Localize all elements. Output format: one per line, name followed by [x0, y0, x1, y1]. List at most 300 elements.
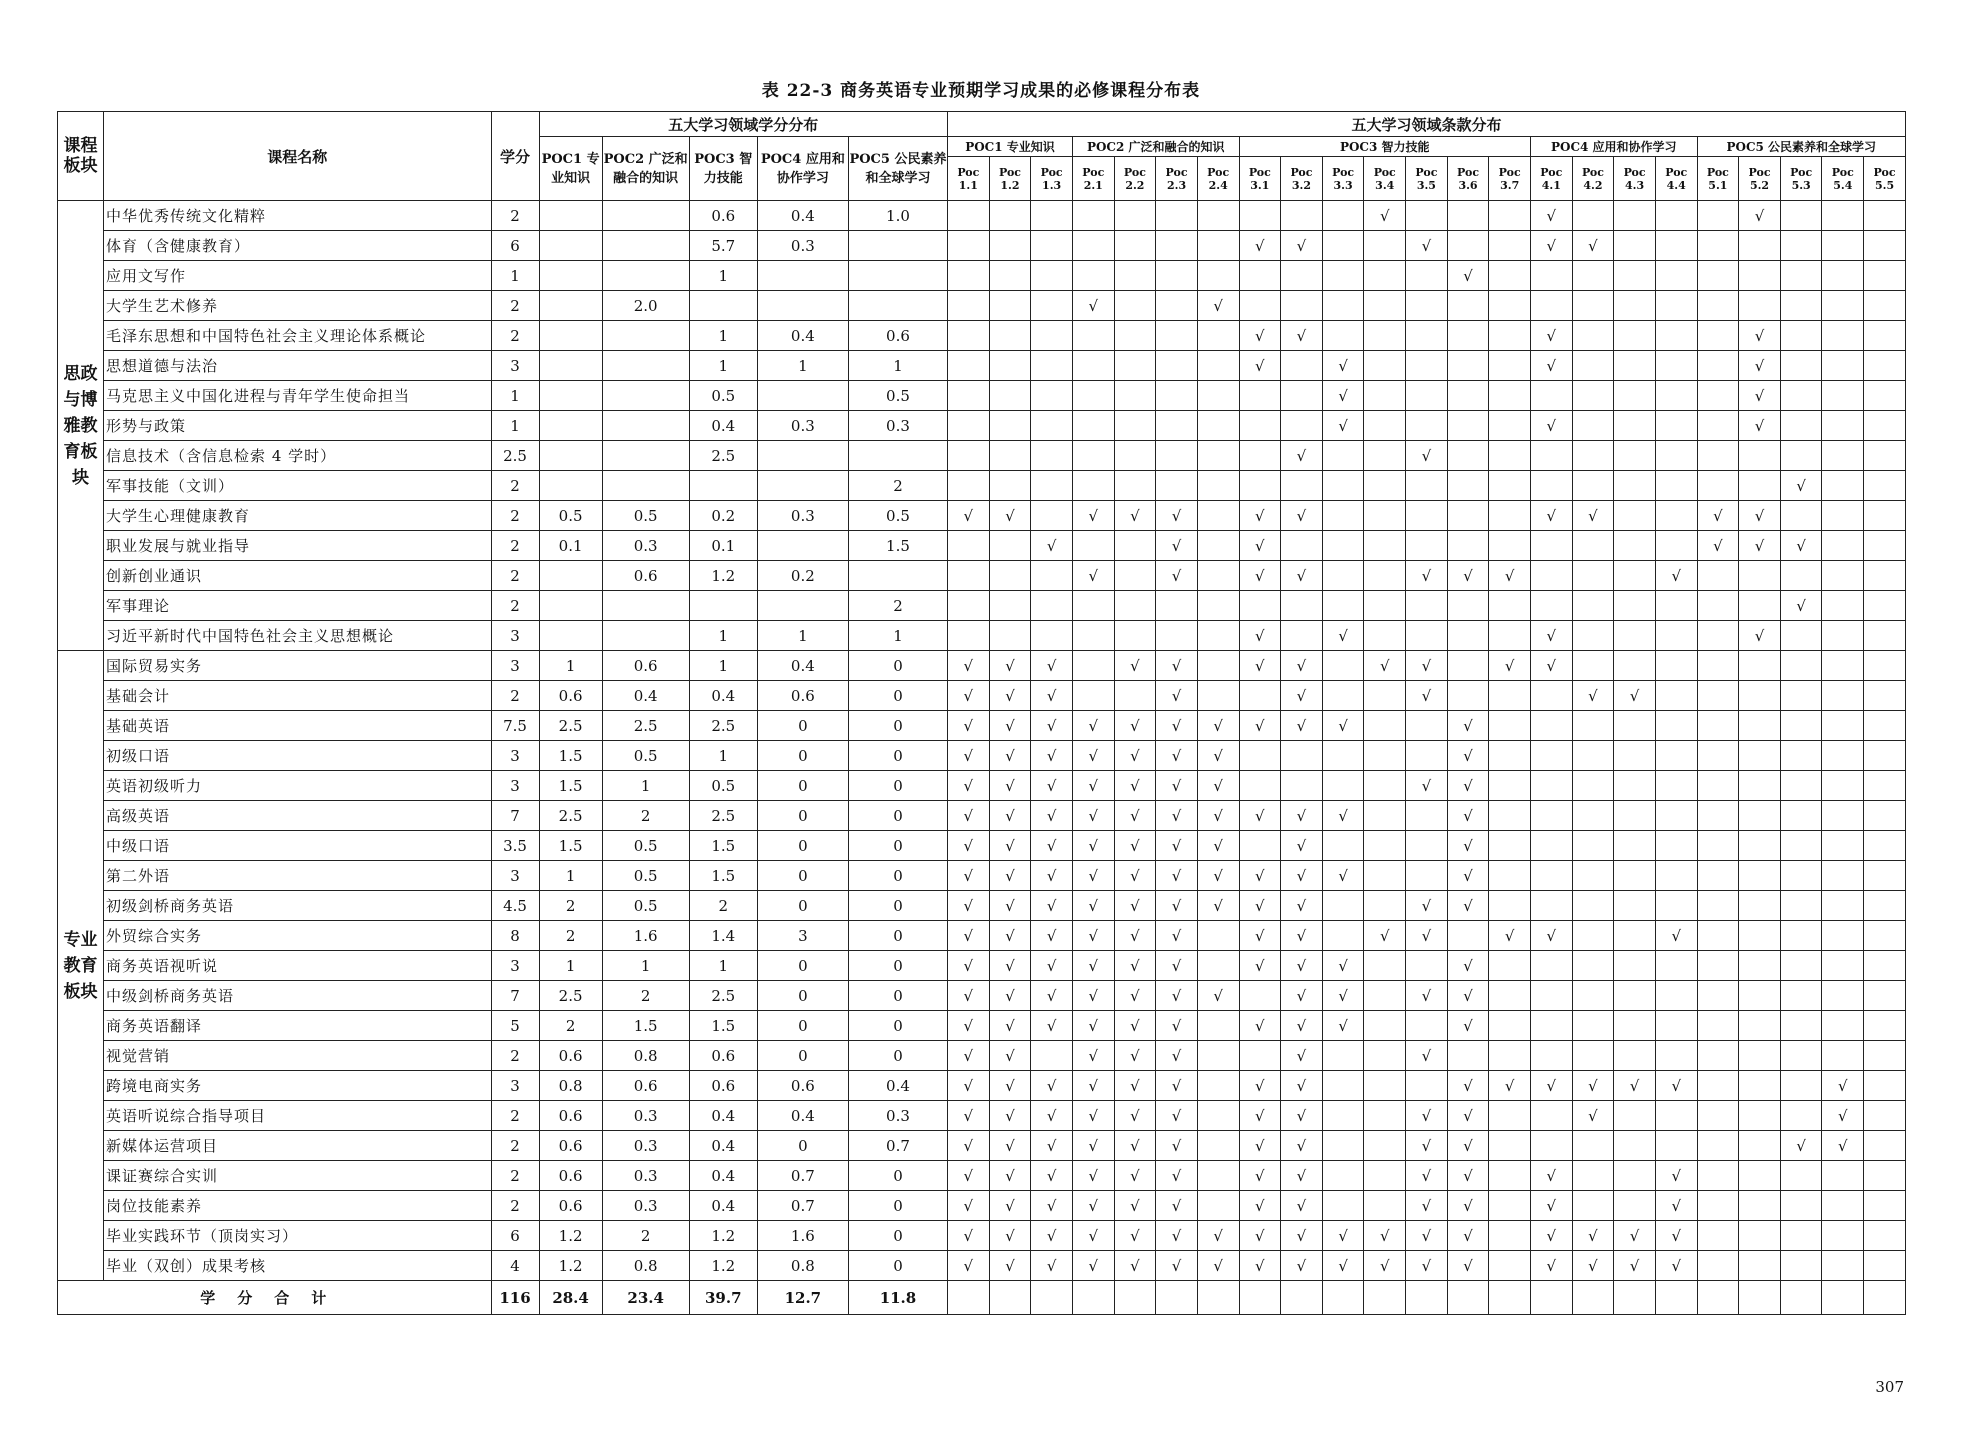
- clause-cell: [1156, 231, 1198, 261]
- clause-cell: [989, 201, 1031, 231]
- credit-dist-poc4: 0.6: [757, 681, 848, 711]
- check-mark-icon: √: [1239, 1131, 1281, 1161]
- credit-dist-poc5: 2: [848, 591, 947, 621]
- course-name: 英语初级听力: [104, 771, 491, 801]
- credit-dist-poc5: 0: [848, 1041, 947, 1071]
- clause-cell: [1572, 561, 1614, 591]
- check-mark-icon: √: [1655, 1071, 1697, 1101]
- clause-cell: [1322, 741, 1364, 771]
- clause-cell: [1447, 231, 1489, 261]
- clause-cell: [1447, 201, 1489, 231]
- clause-cell: [1114, 591, 1156, 621]
- clause-cell: [1780, 261, 1822, 291]
- clause-cell: [1406, 261, 1448, 291]
- credit-dist-poc2: [602, 471, 689, 501]
- check-mark-icon: √: [1156, 831, 1198, 861]
- header-clause-poc-3.6: Poc 3.6: [1447, 157, 1489, 201]
- check-mark-icon: √: [1072, 1221, 1114, 1251]
- credit-dist-poc2: [602, 621, 689, 651]
- table-row: [58, 921, 1906, 951]
- check-mark-icon: √: [1114, 1101, 1156, 1131]
- clause-cell: [1697, 1101, 1739, 1131]
- clause-cell: [1489, 531, 1531, 561]
- clause-cell: [989, 561, 1031, 591]
- clause-cell: [1530, 591, 1572, 621]
- course-name: 军事理论: [104, 591, 491, 621]
- clause-cell: [1822, 861, 1864, 891]
- clause-cell: [1780, 321, 1822, 351]
- check-mark-icon: √: [1572, 1071, 1614, 1101]
- clause-cell: [1197, 921, 1239, 951]
- check-mark-icon: √: [1031, 651, 1073, 681]
- credit-dist-poc1: 2.5: [539, 801, 602, 831]
- check-mark-icon: √: [1114, 1131, 1156, 1161]
- table-row: [58, 801, 1906, 831]
- check-mark-icon: √: [1530, 1251, 1572, 1281]
- clause-cell: [989, 441, 1031, 471]
- clause-cell: [1822, 1191, 1864, 1221]
- clause-cell: [1614, 891, 1656, 921]
- clause-cell: [1156, 201, 1198, 231]
- check-mark-icon: √: [1031, 1221, 1073, 1251]
- clause-cell: [1572, 351, 1614, 381]
- clause-cell: [1364, 351, 1406, 381]
- clause-cell: [1489, 771, 1531, 801]
- course-credit: 7: [491, 801, 539, 831]
- course-credit: 1: [491, 411, 539, 441]
- check-mark-icon: √: [1239, 801, 1281, 831]
- header-credit-poc1: POC1 专业知识: [539, 137, 602, 201]
- check-mark-icon: √: [1739, 381, 1781, 411]
- check-mark-icon: √: [1530, 411, 1572, 441]
- clause-cell: [1322, 1161, 1364, 1191]
- check-mark-icon: √: [1031, 1071, 1073, 1101]
- clause-cell: [1572, 381, 1614, 411]
- table-row: [58, 1041, 1906, 1071]
- clause-cell: [1780, 1161, 1822, 1191]
- clause-cell: [1447, 321, 1489, 351]
- credit-dist-poc3: 0.6: [689, 1071, 757, 1101]
- clause-cell: [1447, 621, 1489, 651]
- clause-cell: [1197, 441, 1239, 471]
- clause-cell: [1614, 231, 1656, 261]
- check-mark-icon: √: [1822, 1131, 1864, 1161]
- clause-cell: [1780, 831, 1822, 861]
- check-mark-icon: √: [1114, 921, 1156, 951]
- credit-dist-poc2: 0.3: [602, 1101, 689, 1131]
- clause-cell: [1406, 711, 1448, 741]
- check-mark-icon: √: [1530, 351, 1572, 381]
- clause-cell: [1697, 1071, 1739, 1101]
- total-clause-cell: [1530, 1281, 1572, 1315]
- clause-cell: [1114, 351, 1156, 381]
- credit-dist-poc1: 1.5: [539, 771, 602, 801]
- clause-cell: [1530, 291, 1572, 321]
- clause-cell: [1489, 201, 1531, 231]
- check-mark-icon: √: [1239, 651, 1281, 681]
- check-mark-icon: √: [948, 1071, 990, 1101]
- clause-cell: [1281, 291, 1323, 321]
- clause-cell: [1697, 1011, 1739, 1041]
- check-mark-icon: √: [1114, 741, 1156, 771]
- clause-cell: [1864, 1101, 1906, 1131]
- credit-dist-poc3: 0.5: [689, 381, 757, 411]
- clause-cell: [1572, 261, 1614, 291]
- clause-cell: [1739, 801, 1781, 831]
- clause-cell: [1114, 291, 1156, 321]
- clause-cell: [1572, 1131, 1614, 1161]
- check-mark-icon: √: [1281, 1221, 1323, 1251]
- credit-dist-poc3: 1: [689, 951, 757, 981]
- check-mark-icon: √: [1197, 771, 1239, 801]
- course-credit: 2: [491, 1041, 539, 1071]
- clause-cell: [1322, 831, 1364, 861]
- clause-cell: [1364, 891, 1406, 921]
- credit-dist-poc5: 0: [848, 801, 947, 831]
- credit-dist-poc1: [539, 201, 602, 231]
- header-clause-group-poc1: POC1 专业知识: [948, 137, 1073, 157]
- check-mark-icon: √: [1406, 681, 1448, 711]
- credit-dist-poc5: 0.6: [848, 321, 947, 351]
- total-clause-cell: [1780, 1281, 1822, 1315]
- check-mark-icon: √: [1447, 1251, 1489, 1281]
- check-mark-icon: √: [1447, 1071, 1489, 1101]
- clause-cell: [1822, 531, 1864, 561]
- course-name: 商务英语翻译: [104, 1011, 491, 1041]
- check-mark-icon: √: [948, 891, 990, 921]
- credit-dist-poc1: 0.8: [539, 1071, 602, 1101]
- course-credit: 4.5: [491, 891, 539, 921]
- clause-cell: [1614, 801, 1656, 831]
- clause-cell: [1197, 201, 1239, 231]
- clause-cell: [1406, 321, 1448, 351]
- clause-cell: [1072, 411, 1114, 441]
- clause-cell: [1739, 1161, 1781, 1191]
- table-row: [58, 561, 1906, 591]
- table-row: [58, 741, 1906, 771]
- clause-cell: [1655, 981, 1697, 1011]
- clause-cell: [1864, 1131, 1906, 1161]
- check-mark-icon: √: [1322, 711, 1364, 741]
- total-row: [58, 1281, 1906, 1315]
- credit-dist-poc3: 1.5: [689, 1011, 757, 1041]
- clause-cell: [1822, 771, 1864, 801]
- check-mark-icon: √: [1364, 201, 1406, 231]
- clause-cell: [1739, 1041, 1781, 1071]
- check-mark-icon: √: [1572, 1221, 1614, 1251]
- course-credit: 7.5: [491, 711, 539, 741]
- clause-cell: [1072, 261, 1114, 291]
- table-row: [58, 981, 1906, 1011]
- clause-cell: [1822, 291, 1864, 321]
- check-mark-icon: √: [1489, 561, 1531, 591]
- clause-cell: [1031, 621, 1073, 651]
- clause-cell: [1114, 531, 1156, 561]
- check-mark-icon: √: [1614, 681, 1656, 711]
- table-row: [58, 831, 1906, 861]
- check-mark-icon: √: [989, 831, 1031, 861]
- check-mark-icon: √: [948, 1161, 990, 1191]
- check-mark-icon: √: [1031, 981, 1073, 1011]
- clause-cell: [1364, 981, 1406, 1011]
- credit-dist-poc4: 0: [757, 1011, 848, 1041]
- clause-cell: [989, 411, 1031, 441]
- credit-dist-poc4: 0: [757, 981, 848, 1011]
- clause-cell: [1572, 591, 1614, 621]
- clause-cell: [1530, 891, 1572, 921]
- clause-cell: [1822, 321, 1864, 351]
- clause-cell: [1780, 1011, 1822, 1041]
- clause-cell: [1281, 351, 1323, 381]
- clause-cell: [1447, 681, 1489, 711]
- credit-dist-poc4: [757, 471, 848, 501]
- table-row: [58, 1011, 1906, 1041]
- clause-cell: [1406, 1011, 1448, 1041]
- header-credit-poc5: POC5 公民素养和全球学习: [848, 137, 947, 201]
- check-mark-icon: √: [1655, 1251, 1697, 1281]
- check-mark-icon: √: [1281, 1011, 1323, 1041]
- check-mark-icon: √: [1364, 1221, 1406, 1251]
- header-clause-poc-3.4: Poc 3.4: [1364, 157, 1406, 201]
- clause-cell: [1780, 441, 1822, 471]
- credit-dist-poc3: 0.4: [689, 1191, 757, 1221]
- clause-cell: [1447, 531, 1489, 561]
- check-mark-icon: √: [1114, 1041, 1156, 1071]
- clause-cell: [1655, 501, 1697, 531]
- check-mark-icon: √: [1697, 531, 1739, 561]
- credit-dist-poc1: 0.6: [539, 1131, 602, 1161]
- total-dist-poc1: 28.4: [539, 1281, 602, 1315]
- check-mark-icon: √: [1322, 951, 1364, 981]
- check-mark-icon: √: [1072, 741, 1114, 771]
- credit-dist-poc2: 2.5: [602, 711, 689, 741]
- clause-cell: [1780, 1071, 1822, 1101]
- course-credit: 3: [491, 741, 539, 771]
- clause-cell: [1614, 711, 1656, 741]
- credit-dist-poc4: [757, 441, 848, 471]
- clause-cell: [1406, 381, 1448, 411]
- total-clause-cell: [1406, 1281, 1448, 1315]
- clause-cell: [1530, 711, 1572, 741]
- check-mark-icon: √: [989, 981, 1031, 1011]
- clause-cell: [1281, 531, 1323, 561]
- check-mark-icon: √: [1780, 591, 1822, 621]
- check-mark-icon: √: [1281, 321, 1323, 351]
- clause-cell: [1697, 321, 1739, 351]
- clause-cell: [1655, 291, 1697, 321]
- clause-cell: [989, 351, 1031, 381]
- clause-cell: [1655, 381, 1697, 411]
- credit-dist-poc5: 0: [848, 651, 947, 681]
- check-mark-icon: √: [1156, 1101, 1198, 1131]
- check-mark-icon: √: [948, 981, 990, 1011]
- clause-cell: [1406, 471, 1448, 501]
- check-mark-icon: √: [1281, 561, 1323, 591]
- check-mark-icon: √: [1322, 801, 1364, 831]
- clause-cell: [1822, 561, 1864, 591]
- course-name: 高级英语: [104, 801, 491, 831]
- clause-cell: [1406, 201, 1448, 231]
- credit-dist-poc2: 1: [602, 771, 689, 801]
- check-mark-icon: √: [948, 1011, 990, 1041]
- clause-cell: [1447, 921, 1489, 951]
- check-mark-icon: √: [1530, 1191, 1572, 1221]
- clause-cell: [1864, 861, 1906, 891]
- clause-cell: [1739, 981, 1781, 1011]
- clause-cell: [1864, 231, 1906, 261]
- course-name: 军事技能（文训）: [104, 471, 491, 501]
- clause-cell: [1697, 1131, 1739, 1161]
- credit-dist-poc3: 0.6: [689, 1041, 757, 1071]
- check-mark-icon: √: [1281, 1101, 1323, 1131]
- clause-cell: [1739, 831, 1781, 861]
- check-mark-icon: √: [1072, 921, 1114, 951]
- clause-cell: [1072, 651, 1114, 681]
- clause-cell: [1572, 1041, 1614, 1071]
- check-mark-icon: √: [1447, 711, 1489, 741]
- credit-dist-poc5: 0: [848, 741, 947, 771]
- header-clause-poc-5.2: Poc 5.2: [1739, 157, 1781, 201]
- clause-cell: [1864, 1041, 1906, 1071]
- check-mark-icon: √: [989, 1221, 1031, 1251]
- check-mark-icon: √: [1447, 1011, 1489, 1041]
- check-mark-icon: √: [1281, 1131, 1323, 1161]
- check-mark-icon: √: [1322, 861, 1364, 891]
- clause-cell: [1072, 681, 1114, 711]
- clause-cell: [1739, 891, 1781, 921]
- clause-cell: [1114, 381, 1156, 411]
- check-mark-icon: √: [1156, 801, 1198, 831]
- check-mark-icon: √: [1197, 711, 1239, 741]
- clause-cell: [1572, 1011, 1614, 1041]
- clause-cell: [989, 321, 1031, 351]
- clause-cell: [1697, 441, 1739, 471]
- clause-cell: [1406, 351, 1448, 381]
- credit-dist-poc1: 1.5: [539, 741, 602, 771]
- clause-cell: [1489, 891, 1531, 921]
- clause-cell: [1364, 591, 1406, 621]
- table-row: [58, 1251, 1906, 1281]
- check-mark-icon: √: [1739, 531, 1781, 561]
- clause-cell: [1739, 1101, 1781, 1131]
- credit-dist-poc3: 5.7: [689, 231, 757, 261]
- clause-cell: [1072, 471, 1114, 501]
- clause-cell: [1780, 891, 1822, 921]
- credit-dist-poc2: 1.5: [602, 1011, 689, 1041]
- header-clause-group-poc5: POC5 公民素养和全球学习: [1697, 137, 1905, 157]
- course-credit: 2: [491, 471, 539, 501]
- check-mark-icon: √: [989, 1071, 1031, 1101]
- check-mark-icon: √: [1281, 651, 1323, 681]
- check-mark-icon: √: [1156, 1011, 1198, 1041]
- check-mark-icon: √: [1239, 1101, 1281, 1131]
- course-credit: 2: [491, 1131, 539, 1161]
- credit-dist-poc3: 1.2: [689, 561, 757, 591]
- clause-cell: [1031, 591, 1073, 621]
- credit-dist-poc2: [602, 321, 689, 351]
- check-mark-icon: √: [948, 1101, 990, 1131]
- clause-cell: [1572, 621, 1614, 651]
- course-name: 英语听说综合指导项目: [104, 1101, 491, 1131]
- credit-dist-poc3: [689, 291, 757, 321]
- table-row: [58, 321, 1906, 351]
- clause-cell: [1447, 1041, 1489, 1071]
- clause-cell: [1364, 951, 1406, 981]
- credit-dist-poc1: 1: [539, 651, 602, 681]
- clause-cell: [1822, 741, 1864, 771]
- total-clause-cell: [1864, 1281, 1906, 1315]
- credit-dist-poc5: 0.4: [848, 1071, 947, 1101]
- clause-cell: [948, 411, 990, 441]
- clause-cell: [1655, 831, 1697, 861]
- clause-cell: [1156, 411, 1198, 441]
- clause-cell: [1322, 261, 1364, 291]
- clause-cell: [1864, 1011, 1906, 1041]
- clause-cell: [1780, 1251, 1822, 1281]
- clause-cell: [1697, 651, 1739, 681]
- check-mark-icon: √: [1156, 891, 1198, 921]
- table-row: [58, 1101, 1906, 1131]
- clause-cell: [1239, 1041, 1281, 1071]
- clause-cell: [1614, 1101, 1656, 1131]
- clause-cell: [1739, 561, 1781, 591]
- clause-cell: [1697, 621, 1739, 651]
- check-mark-icon: √: [1447, 261, 1489, 291]
- check-mark-icon: √: [1406, 1101, 1448, 1131]
- clause-cell: [1489, 1011, 1531, 1041]
- clause-cell: [1489, 411, 1531, 441]
- clause-cell: [1031, 441, 1073, 471]
- table-row: [58, 1191, 1906, 1221]
- credit-dist-poc5: 0.5: [848, 381, 947, 411]
- clause-cell: [1739, 291, 1781, 321]
- clause-cell: [1655, 321, 1697, 351]
- course-credit: 3: [491, 351, 539, 381]
- check-mark-icon: √: [948, 681, 990, 711]
- header-clause-poc-4.3: Poc 4.3: [1614, 157, 1656, 201]
- check-mark-icon: √: [1406, 1251, 1448, 1281]
- credit-dist-poc5: 0.3: [848, 1101, 947, 1131]
- header-clause-group-poc2: POC2 广泛和融合的知识: [1072, 137, 1239, 157]
- credit-dist-poc5: 0.7: [848, 1131, 947, 1161]
- check-mark-icon: √: [1072, 561, 1114, 591]
- credit-dist-poc1: 2: [539, 1011, 602, 1041]
- clause-cell: [948, 381, 990, 411]
- clause-cell: [1780, 621, 1822, 651]
- credit-dist-poc2: [602, 231, 689, 261]
- clause-cell: [948, 231, 990, 261]
- table-row: [58, 891, 1906, 921]
- check-mark-icon: √: [1406, 1161, 1448, 1191]
- check-mark-icon: √: [1072, 891, 1114, 921]
- check-mark-icon: √: [1739, 501, 1781, 531]
- clause-cell: [1364, 1011, 1406, 1041]
- clause-cell: [948, 201, 990, 231]
- check-mark-icon: √: [1031, 681, 1073, 711]
- check-mark-icon: √: [1489, 1071, 1531, 1101]
- header-clause-poc-2.4: Poc 2.4: [1197, 157, 1239, 201]
- total-clause-cell: [1614, 1281, 1656, 1315]
- clause-cell: [1114, 261, 1156, 291]
- course-credit: 2: [491, 591, 539, 621]
- course-name: 应用文写作: [104, 261, 491, 291]
- credit-dist-poc5: 0: [848, 861, 947, 891]
- clause-cell: [1572, 801, 1614, 831]
- course-name: 基础英语: [104, 711, 491, 741]
- clause-cell: [1489, 681, 1531, 711]
- credit-dist-poc5: 0: [848, 711, 947, 741]
- clause-cell: [1864, 261, 1906, 291]
